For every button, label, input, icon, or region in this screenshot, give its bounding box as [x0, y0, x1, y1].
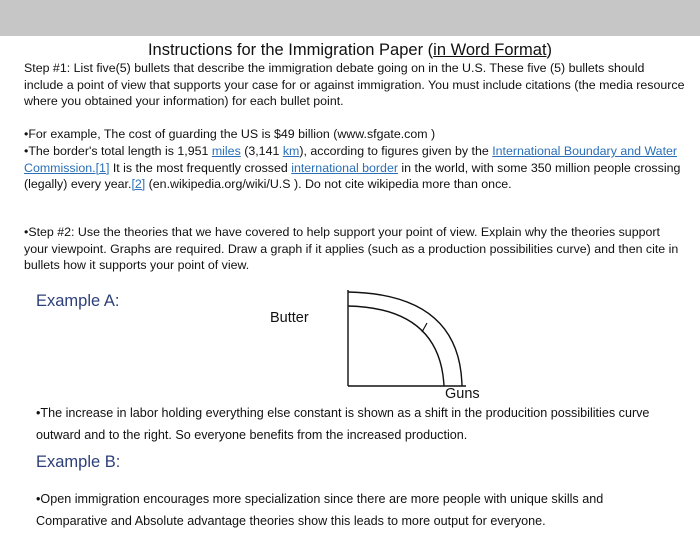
- title-close: ): [546, 41, 553, 59]
- step1-paragraph: Step #1: List five(5) bullets that describe the immigration debate going on in the U.S. These five (5) bullets should include a point of view that supports your case for or against immigration. You must include citations (the media resource where you obtained your information) for each bullet point.: [24, 61, 685, 108]
- bullet-border: [24, 143, 686, 193]
- graph-y-label: Butter: [270, 310, 309, 326]
- page-title: [0, 40, 700, 60]
- ppc-graph: [340, 286, 470, 388]
- ppc-curve-outer: [348, 292, 462, 386]
- title-format: in Word Format: [433, 41, 547, 59]
- bullet-border-text-2: (3,141: [240, 144, 283, 158]
- title-main: Instructions for the Immigration Paper (: [147, 41, 434, 59]
- link-ibwc[interactable]: International Boundary and Water Commission.: [24, 144, 678, 175]
- link-international-border[interactable]: international border: [291, 160, 398, 175]
- bullet-border-text-5: in the world, with some 350 million people crossing (legally) every year.: [24, 160, 681, 191]
- bullet-border-text-3: ), according to figures given by the: [299, 144, 493, 158]
- bullet-border-text-4: It is the most frequently crossed: [109, 160, 292, 175]
- example-b-heading: Example B:: [36, 453, 121, 471]
- example-b-text: •Open immigration encourages more specialization since there are more people with unique skills and Comparative and Absolute advantage theories show this leads to more output for everyone.: [36, 492, 604, 528]
- ppc-curve-inner: [348, 306, 444, 386]
- bullet-cost: •For example, The cost of guarding the US is $49 billion (www.sfgate.com ): [24, 127, 436, 141]
- shift-arrow: [422, 323, 427, 332]
- link-ref-1[interactable]: [1]: [95, 160, 110, 175]
- link-miles[interactable]: miles: [211, 144, 241, 158]
- graph-x-label: Guns: [445, 386, 480, 402]
- link-km[interactable]: km: [282, 144, 300, 158]
- top-bar: [0, 0, 700, 36]
- bullet-border-text-1: •The border's total length is 1,951: [24, 144, 212, 158]
- step2-paragraph: •Step #2: Use the theories that we have covered to help support your point of view. Explain why the theories support your viewpoint. Graphs are required. Draw a graph if it applies (such as a production possibilities curve) and then cite in bullets how it supports your point of view.: [24, 225, 679, 272]
- example-a-text: •The increase in labor holding everything else constant is shown as a shift in the producition possibilities curve outward and to the right. So everyone benefits from the increased production.: [36, 406, 650, 442]
- link-ref-2[interactable]: [2]: [131, 177, 146, 191]
- example-a-heading: Example A:: [36, 292, 120, 310]
- bullet-border-text-6: (en.wikipedia.org/wiki/U.S ). Do not cite wikipedia more than once.: [145, 177, 512, 191]
